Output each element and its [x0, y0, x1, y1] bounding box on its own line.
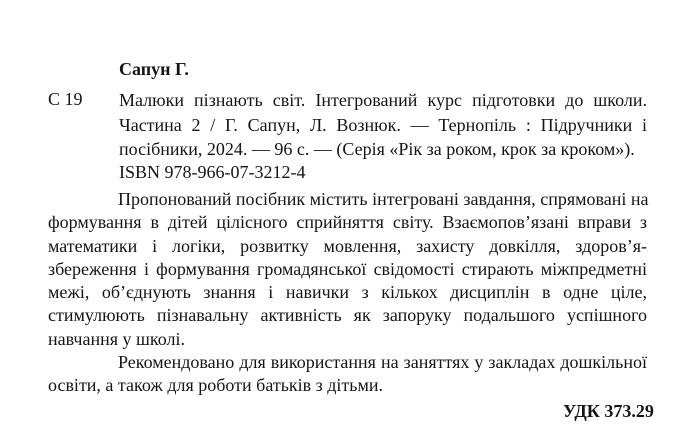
classification-code: С 19 — [48, 89, 83, 109]
isbn-number: ISBN 978-966-07-3212-4 — [119, 162, 306, 182]
bibliographic-line: Малюки пізнають світ. Інтегрований курс підготовки до школи. — [119, 90, 647, 110]
abstract-line: навчання у школі. — [48, 328, 185, 349]
abstract-line: освіти, а також для роботи батьків з дітьми. — [48, 375, 384, 396]
udk-code: УДК 373.29 — [563, 401, 654, 421]
bibliographic-line: Частина 2 / Г. Сапун, Л. Вознюк. — Тернопіль : Підручники і — [119, 114, 647, 135]
bibliographic-record — [119, 88, 647, 162]
abstract-line: збереження і формування громадянської свідомості стирають міжпредметні — [48, 258, 647, 279]
abstract-line: стимулюють пізнавальну активність як запоруку подальшого успішного — [48, 305, 647, 326]
abstract — [48, 188, 647, 398]
abstract-line: математики і логіки, розвитку мовлення, захисту довкілля, здоров’я- — [48, 235, 647, 256]
abstract-line: Пропонований посібник містить інтегровані завдання, спрямовані на — [118, 189, 649, 209]
abstract-line: формування в дітей цілісного сприйняття світу. Взаємопов’язані вправи з — [48, 212, 647, 233]
bibliographic-line: посібники, 2024. — 96 с. — (Серія «Рік за роком, крок за кроком»). — [119, 139, 635, 159]
abstract-line: Рекомендовано для використання на заняттях у закладах дошкільної — [118, 352, 647, 373]
abstract-line: межі, об’єднують знання і навички з кількох дисциплін в одне ціле, — [48, 282, 647, 303]
author-name: Сапун Г. — [119, 59, 189, 79]
